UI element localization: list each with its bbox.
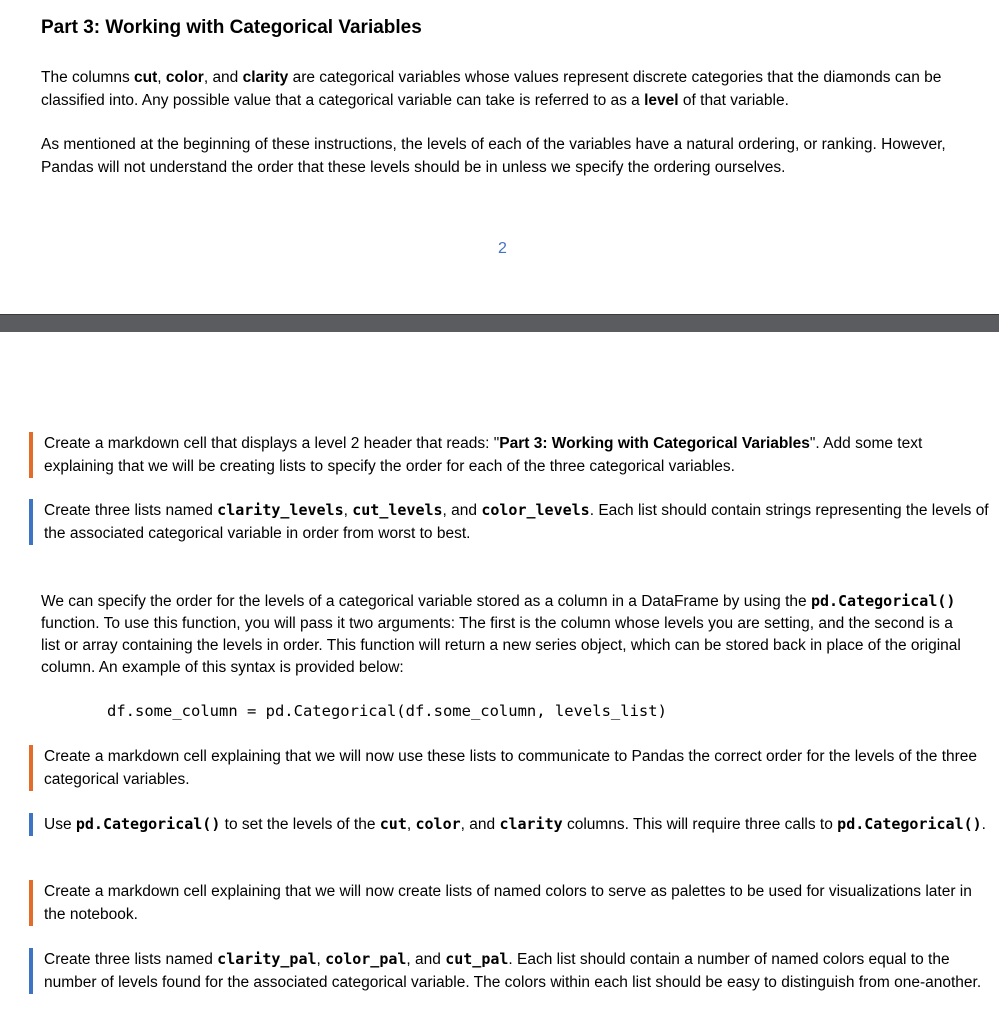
page-number: 2 [498,240,507,257]
intro-paragraph: The columns cut, color, and clarity are categorical variables whose values represent discrete categories that the diamonds can be classified into. Any possible value that a categorical variable can take is referred to as a level of that variable. [41,69,942,109]
step-markdown-palettes: Create a markdown cell explaining that we will now create lists of named colors to serve as palettes to be used for visualizations later in the notebook. [29,880,989,926]
categorical-explanation: We can specify the order for the levels of a categorical variable stored as a column in a DataFrame by using the pd.Categorical() function. To use this function, you will pass it two arguments: The first is the column whose levels you are setting, and the second is a list or array containing the levels in order. This function will return a new series object, which can be stored back in place of the original column. An example of this syntax is provided below: [41,592,961,676]
step-markdown-header: Create a markdown cell that displays a level 2 header that reads: "Part 3: Working with Categorical Variables". Add some text explaining that we will be creating lists to specify the order for each of the three categorical variables. [29,432,989,478]
step-create-palette-lists: Create three lists named clarity_pal, color_pal, and cut_pal. Each list should contain a number of named colors equal to the number of levels found for the associated categorical variable. The colors within each list should be easy to distinguish from one-another. [29,948,989,994]
ordering-paragraph: As mentioned at the beginning of these instructions, the levels of each of the variables have a natural ordering, or ranking. However, Pandas will not understand the order that these levels should be in unless we specify the ordering ourselves. [41,136,946,176]
step-set-categorical-levels: Use pd.Categorical() to set the levels of the cut, color, and clarity columns. This will require three calls to pd.Categorical(). [29,813,989,836]
section-heading: Part 3: Working with Categorical Variables [41,17,422,38]
step-create-level-lists: Create three lists named clarity_levels, cut_levels, and color_levels. Each list should contain strings representing the levels of the associated categorical variable in order from worst to best. [29,499,989,545]
code-example: df.some_column = pd.Categorical(df.some_column, levels_list) [107,702,667,720]
page-separator [0,314,999,333]
step-markdown-order-explanation: Create a markdown cell explaining that we will now use these lists to communicate to Pandas the correct order for the levels of the three categorical variables. [29,745,989,791]
